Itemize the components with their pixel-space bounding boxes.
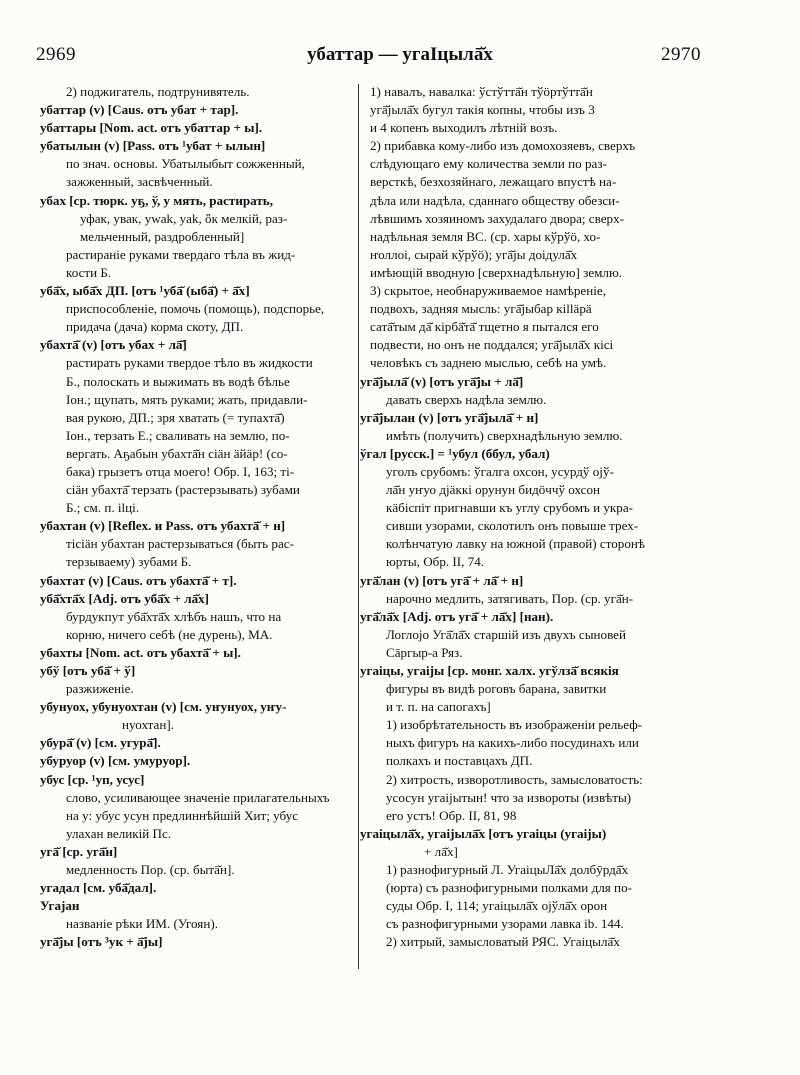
dictionary-text-line: нуохтан]. [122,717,175,733]
dictionary-text-line: зажженный, засвѣченный. [66,174,213,190]
dictionary-text-line: на у: убус усун предлиннѣйшій Хит; убус [66,807,299,823]
dictionary-text-line: по знач. основы. Убатылыбыт сожженный, [66,156,305,172]
dictionary-headword-line: убунуох, убунуохтан (v) [см. уҥунуох, уҥу- [40,699,287,715]
dictionary-text-line: корню, ничего себѣ (не дурень), МА. [66,626,273,642]
dictionary-headword-line: убуруор (v) [см. умуруор]. [40,753,191,769]
dictionary-headword-line: угаіцы, угаіjы [ср. монг. халх. угўлзā̆ всякія [360,663,619,678]
dictionary-text-line: колѣнчатую лавку на южной (правой) сторонѣ [386,536,646,552]
dictionary-text-line: медленность Пор. (ср. бытā̆н]. [66,862,235,878]
dictionary-headword-line: ўгал [русск.] = ¹убул (ббул, убал) [360,445,550,461]
dictionary-text-line: 1) изобрѣтательность въ изображеніи рельеф- [386,717,643,733]
dictionary-text-line: мельченный, раздробленный] [80,228,245,244]
dictionary-headword-line: убў [отъ убā̆ + ў] [40,663,136,678]
dictionary-headword-line: Угаjан [40,898,80,914]
dictionary-text-line: и 4 копенъ выходилъ лѣтній возъ. [370,120,558,136]
dictionary-text-line: полкахъ и поставцахъ ДП. [386,753,533,769]
dictionary-text-line: Сāргыр-а Ряз. [386,644,463,660]
dictionary-text-line: ҥоллоі, сырай кўрўö); угā̆jы доідулā̆х [370,246,578,262]
dictionary-headword-line: убахты [Nom. act. отъ убахтā̆ + ы]. [40,644,241,660]
dictionary-text-line: Логлоjо Угā̆лā̆х старшій изъ двухъ сыновей [386,626,626,642]
dictionary-text-line: уфак, увак, ywak, yak, ȫк мелкій, раз- [80,210,288,226]
dictionary-text-line: 2) поджигатель, подтрунивятель. [66,84,250,99]
dictionary-headword-line: убā̆хтā̆х [Adj. отъ убā̆х + лā̆х] [40,590,210,606]
dictionary-headword-line: убус [ср. ¹уп, усус] [40,771,145,787]
dictionary-text-line: усосун угаіjытын! что за извороты (извѣты) [386,789,632,805]
dictionary-headword-line: убахтан (v) [Reflex. и Pass. отъ убахтā̆ + н] [40,518,286,534]
dictionary-text-line: Б., полоскать и выжимать въ водѣ бѣлье [66,373,290,389]
dictionary-text-line: имѣющій вводную [сверхнадѣльную] землю. [370,264,623,280]
dictionary-text-line: давать сверхъ надѣла землю. [386,391,547,407]
dictionary-headword-line: убахтат (v) [Caus. отъ убахтā̆ + т]. [40,572,237,588]
dictionary-headword-line: убурā̆ (v) [см. угурā̆]. [40,735,161,751]
dictionary-text-line: человѣкъ съ заднею мыслью, себѣ на умѣ. [370,355,607,371]
dictionary-text-line: 2) прибавка кому-либо изъ домохозяевъ, сверхъ [370,138,636,154]
dictionary-headword-line: угā̆jы [отъ ³ук + ā̆jы] [40,934,163,950]
dictionary-text-line: ныхъ фигуръ на какихъ-либо посудинахъ или [386,735,639,751]
dictionary-text-line: 1) навалъ, навалка: ўстўттā̆н тўöртўттā̆н [370,84,593,99]
dictionary-text-line: улахан великій Пс. [66,825,172,841]
dictionary-text-line: подвести, но онъ не поддался; угā̆jылā̆х кісі [370,337,614,353]
dictionary-headword-line: угā̆лā̆х [Adj. отъ угā̆ + лā̆х] [нан). [360,608,554,624]
running-title: убаттар — угаӀцылā̆х [307,44,493,65]
dictionary-text-line: версткѣ, безхозяйнаго, лежащаго впустѣ на- [370,174,617,190]
dictionary-text-line: лѣвшимъ хозяиномъ захудалаго двора; сверх- [370,210,624,226]
dictionary-text-line: + лā̆х] [424,843,458,859]
dictionary-text-line: дѣла или надѣла, сданнаго обществу обезси- [370,192,620,208]
page-header [0,44,800,74]
dictionary-text-line: имѣть (получить) сверхнадѣльную землю. [386,427,623,443]
column-divider [358,84,359,969]
dictionary-headword-line: убатылын (v) [Pass. отъ ¹убат + ылын] [40,138,266,154]
dictionary-text-line: сивши узорами, сколотилъ онъ повыше трех- [386,518,639,534]
dictionary-headword-line: угā̆jылан (v) [отъ угā̆jылā̆ + н] [360,409,539,425]
dictionary-text-line: растираніе руками твердаго тѣла въ жид- [66,246,296,262]
dictionary-text-line: (юрта) съ разнофигурными полками для по- [386,880,632,896]
dictionary-text-line: слово, усиливающее значеніе прилагательныхъ [66,789,330,805]
dictionary-text-line: вергать. Аҕабын убахтā̆н сіäн äйäр! (со- [66,445,288,461]
dictionary-text-line: придача (дача) корма скоту, ДП. [66,319,244,335]
dictionary-text-line: уголъ срубомъ: ўгалга охсон, усурдў оjў- [386,463,614,479]
left-column [40,83,356,952]
dictionary-text-line: нарочно медлить, затягивать, Пор. (ср. угā̆н- [386,590,634,606]
dictionary-headword-line: угадал [см. убā̆дал]. [40,880,157,896]
dictionary-text-line: названіе рѣки ИМ. (Угоян). [66,916,218,932]
page-number-left: 2969 [36,44,76,65]
dictionary-text-line: 3) скрытое, необнаруживаемое намѣреніе, [370,283,606,299]
dictionary-text-line: слѣдующаго ему количества земли по раз- [370,156,607,172]
page-number-right: 2970 [661,44,701,65]
dictionary-text-line: Іон.; щупать, мять руками; жать, придавли- [66,391,308,407]
dictionary-headword-line: угаіцылā̆х, угаіjылā̆х [отъ угаіцы (угаіjы) [360,825,607,841]
dictionary-text-line: вая рукою, ДП.; зря хватать (= тупахтā̆) [66,409,285,425]
dictionary-text-line: разжиженіе. [66,681,134,697]
right-column [360,83,770,952]
dictionary-text-line: 2) хитрость, изворотливость, замысловатость: [386,771,643,787]
dictionary-text-line: бурдукпут убā̆хтā̆х хлѣбъ нашъ, что на [66,608,282,624]
dictionary-text-line: кäбіспіт пригнавши къ углу срубомъ и укра- [386,500,633,516]
dictionary-text-line: фигуры въ видѣ роговъ барана, завитки [386,681,607,697]
dictionary-text-line: суды Обр. I, 114; угаіцылā̆х оjўлā̆х орон [386,898,608,914]
dictionary-text-line: угā̆jылā̆х бугул такія копны, чтобы изъ 3 [370,102,595,118]
dictionary-text-line: Іон., терзать Е.; сваливать на землю, по- [66,427,290,443]
dictionary-text-line: тісіäн убахтан растерзываться (быть рас- [66,536,294,552]
dictionary-text-line: 2) хитрый, замысловатый РЯС. Угаіцылā̆х [386,934,620,950]
dictionary-text-line: растирать руками твердое тѣло въ жидкости [66,355,313,371]
dictionary-headword-line: убā̆х, ыбā̆х ДП. [отъ ¹убā̆ (ыбā̆) + ā̆х] [40,283,250,299]
dictionary-headword-line: убахтā̆ (v) [отъ убах + лā̆] [40,337,187,353]
dictionary-text-line: приспособленіе, помочь (помощь), подспорье, [66,301,325,317]
dictionary-text-line: лā̆н уҥуо дjäккі орунун бидöччў охсон [386,482,601,498]
dictionary-text-line: сатā̆тым дā̆ кірбā̆тā̆ тщетно я пытался его [370,319,599,335]
dictionary-headword-line: угā̆ [ср. угā̆н] [40,843,118,859]
dictionary-text-line: кости Б. [66,264,112,280]
dictionary-headword-line: угā̆лан (v) [отъ угā̆ + лā̆ + н] [360,572,524,588]
dictionary-headword-line: угā̆jылā̆ (v) [отъ угā̆jы + лā̆] [360,373,524,389]
dictionary-text-line: подвохъ, задняя мысль: угā̆jыбар кіlläрä [370,301,592,317]
dictionary-text-line: сіäн убахтā̆ терзать (растерзывать) зубами [66,482,300,498]
dictionary-headword-line: убах [ср. тюрк. уҕ, ў, у мять, растирать, [40,192,273,208]
dictionary-text-line: терзываему) зубами Б. [66,554,192,570]
dictionary-text-line: съ разнофигурными узорами лавка ib. 144. [386,916,624,932]
dictionary-text-line: 1) разнофигурный Л. УгаіцыЛā̆х долбӯрдā̆х [386,862,629,878]
dictionary-headword-line: убаттар (v) [Caus. отъ убат + тар]. [40,102,239,118]
dictionary-text-line: надѣльная земля ВС. (ср. хары кўрўö, хо- [370,228,601,244]
dictionary-text-line: и т. п. на сапогахъ] [386,699,491,715]
dictionary-text-line: его устъ! Обр. II, 81, 98 [386,807,517,823]
dictionary-text-line: юрты, Обр. II, 74. [386,554,485,570]
dictionary-text-line: Б.; см. п. іlці. [66,500,140,516]
dictionary-headword-line: убаттары [Nom. act. отъ убаттар + ы]. [40,120,263,136]
dictionary-text-line: бака) грызетъ отца моего! Обр. I, 163; ті- [66,463,295,479]
